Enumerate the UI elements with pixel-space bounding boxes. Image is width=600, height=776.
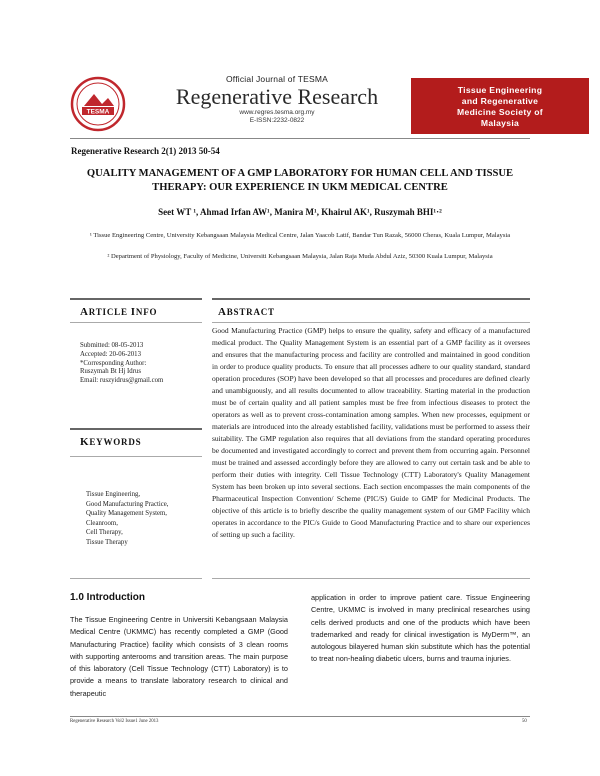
introduction-column-2: application in order to improve patient care. Tissue Engineering Centre, UKMMC is involved in many preclinical researches using cells derived products and one of the products which have been trademarked and ready for clinical investigation is MyDerm™, an autologous bilayered human skin substitute which has the potential to treat non-healing diabetic ulcers, burns and trauma injuries. [311,593,530,664]
keywords-bottom-rule [70,456,202,457]
page-number: 50 [522,719,527,724]
abstract-heading: ABSTRACT [218,306,275,318]
article-info-details [80,342,200,386]
society-banner [411,78,589,134]
citation: Regenerative Research 2(1) 2013 50-54 [71,146,220,156]
left-column-bottom-rule [70,578,202,579]
abstract-end-rule [212,578,530,579]
abstract-text: Good Manufacturing Practice (GMP) helps to ensure the quality, safety and efficacy of a manufactured medical product. The Quality Management System is an essential part of a GMP facility as it oversees and ensures that the manufacturing process and facility are controlled and maintained in good condition in order to produce quality products. To ensure that all processes adhere to our quality standard, standard operation procedures (SOP) have been developed so that all processes and procedures are defined clearly and unambiguously, and all results documented to allow traceability. Starting material in the production must be of certain quality and all patient samples must be free from infectious diseases to protect the operators as well as to prevent cross-contamination among samples. When new processes, equipment or materials are introduced into the already established facility, validations must be performed to assess their suitability. The GMP regulation also requires that all deviations from the standard operating procedures be documented and investigated accordingly to correct and prevent them from occurring again. Personnel must be trained and assessed accordingly before they are allowed to carry out certain task and be able to perform their duties with integrity. Cell Tissue Technology (CTT) Laboratory's Quality Management System has been broken up into several sections. Each section encompasses the main components of the Pharmaceutical Inspection Convention/ Scheme (PIC/S) Guide to GMP for Medicinal Products. The objective of this article is to briefly describe the quality management system of our GMP Facility which operates in accordance to the PIC/s Guide to Good Manufacturing Practice and to share our experiences of setting up such a facility. [212,326,530,540]
journal-title: Regenerative Research [175,84,379,109]
author-list: Seet WT ¹, Ahmad Irfan AW¹, Manira M¹, Khairul AK¹, Ruszymah BHI¹·² [158,207,442,217]
society-line: Malaysia [480,118,520,128]
keyword-list [86,490,202,548]
society-line: and Regenerative [461,96,539,106]
journal-header [70,74,543,136]
keyword-item: Tissue Engineering, [86,491,141,498]
abstract-bottom-rule [212,322,530,323]
footer-divider [70,716,530,717]
footer-journal-info: Regenerative Research Vol2 Issue1 June 2013 [70,719,159,724]
article-title: QUALITY MANAGEMENT OF A GMP LABORATORY FOR HUMAN CELL AND TISSUE THERAPY: OUR EXPERIENCE IN UKM MEDICAL CENTRE [86,168,514,193]
tesma-logo-icon [70,76,126,132]
keywords-heading: KEYWORDS [80,436,142,448]
introduction-column-1: The Tissue Engineering Centre in Universiti Kebangsaan Malaysia Medical Centre (UKMMC) has recently completed a GMP (Good Manufacturing Practice) facility which consists of 3 clean rooms with supporting anterooms and transition areas. The main purpose of this laboratory (Cell Tissue Technology (CTT) Laboratory) is to provide a means to translate laboratory research to clinical and therapeutic [70,615,288,698]
keyword-item: Tissue Therapy [86,538,128,546]
keyword-item: Cell Therapy, [86,529,123,537]
section-heading-introduction: 1.0 Introduction [70,592,145,603]
logo-text: TESMA [86,108,110,116]
keyword-item: Quality Management System, [86,510,167,518]
journal-url: www.regres.tesma.org.my [239,109,315,116]
official-journal-label: Official Journal of TESMA [225,74,328,84]
submitted-date: Submitted: 08-05-2013 [80,342,144,349]
affiliation: ² Department of Physiology, Faculty of Medicine, Universiti Kebangsaan Malaysia, Jalan Raja Muda Abdul Aziz, 50300 Kuala Lumpur, Malaysia [107,253,493,260]
journal-masthead [162,74,392,125]
keyword-item: Good Manufacturing Practice, [86,500,169,508]
journal-issn: E-ISSN:2232-0822 [249,117,305,124]
article-info-bottom-rule [70,322,202,323]
corresponding-email: Email: ruszyidrus@gmail.com [80,377,164,385]
society-line: Medicine Society of [457,107,543,117]
society-line: Tissue Engineering [457,85,543,95]
affiliation: ¹ Tissue Engineering Centre, University Kebangsaan Malaysia Medical Centre, Jalan Yaacob Latif, Bandar Tun Razak, 56000 Cheras, Kuala Lumpur, Malaysia [89,232,511,239]
keyword-item: Cleanroom, [86,519,118,527]
accepted-date: Accepted: 20-06-2013 [80,350,141,358]
article-info-heading: ARTICLE INFO [80,306,158,318]
corresponding-label: *Corresponding Author: [80,359,147,367]
corresponding-author: Ruszymah Bt Hj Idrus [80,368,141,376]
header-divider [70,138,530,139]
